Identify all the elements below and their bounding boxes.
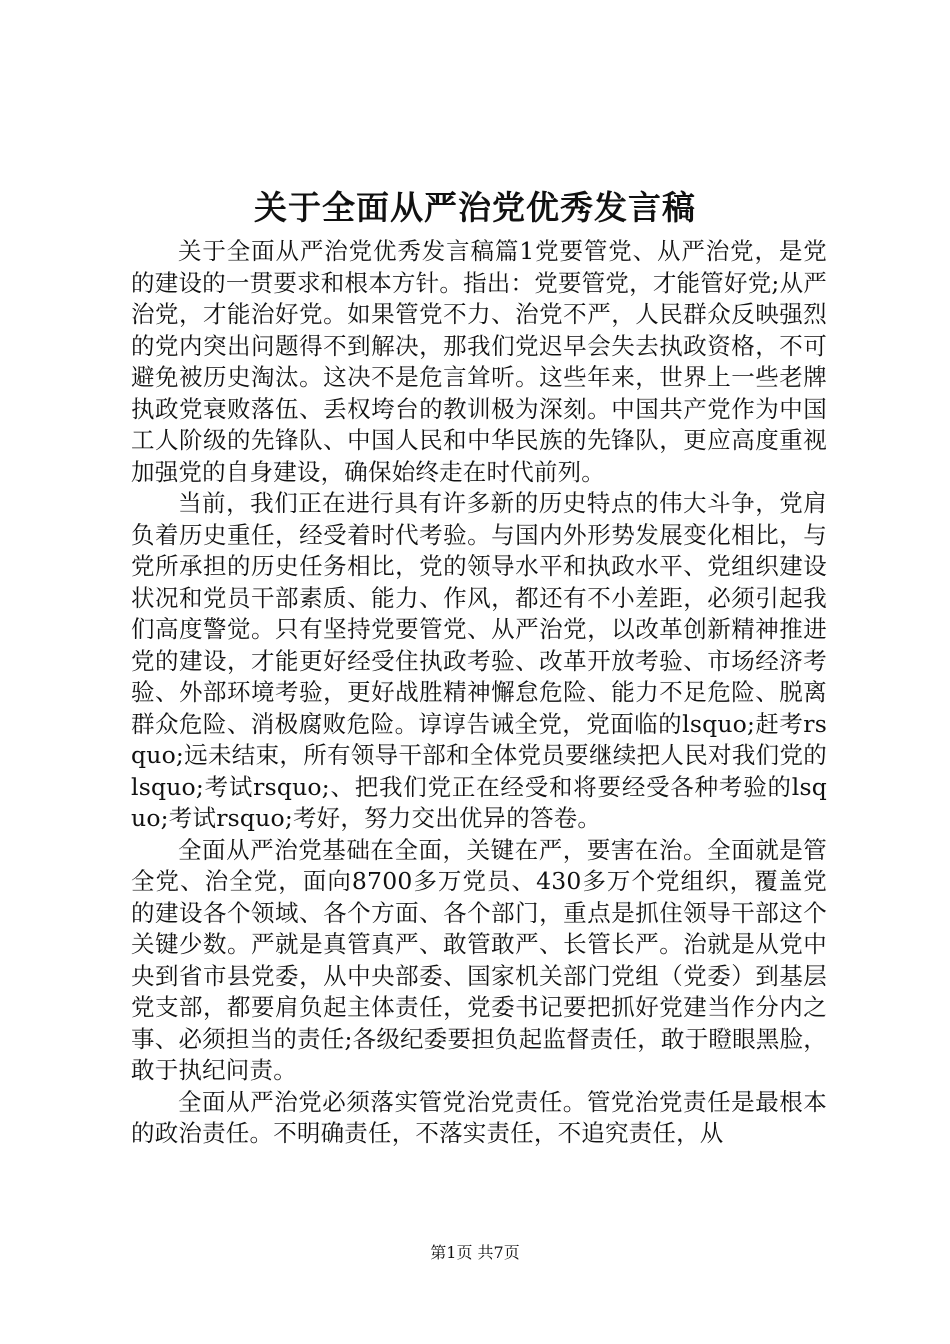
- paragraph-2: 当前，我们正在进行具有许多新的历史特点的伟大斗争，党肩负着历史重任，经受着时代考验。与国内外形势发展变化相比，与党所承担的历史任务相比，党的领导水平和执政水平、党组织建设状况和党员干部素质、能力、作风，都还有不小差距，必须引起我们高度警觉。只有坚持党要管党、从严治党，以改革创新精神推进党的建设，才能更好经受住执政考验、改革开放考验、市场经济考验、外部环境考验，更好战胜精神懈怠危险、能力不足危险、脱离群众危险、消极腐败危险。谆谆告诫全党，党面临的lsquo;赶考rsquo;远未结束，所有领导干部和全体党员要继续把人民对我们党的lsquo;考试rsquo;、把我们党正在经受和将要经受各种考验的lsquo;考试rsquo;考好，努力交出优异的答卷。: [131, 489, 827, 832]
- paragraph-1: 关于全面从严治党优秀发言稿篇1党要管党、从严治党，是党的建设的一贯要求和根本方针。指出：党要管党，才能管好党;从严治党，才能治好党。如果管党不力、治党不严，人民群众反映强烈的党内突出问题得不到解决，那我们党迟早会失去执政资格，不可避免被历史淘汰。这决不是危言耸听。这些年来，世界上一些老牌执政党衰败落伍、丢权垮台的教训极为深刻。中国共产党作为中国工人阶级的先锋队、中国人民和中华民族的先锋队，更应高度重视加强党的自身建设，确保始终走在时代前列。: [131, 237, 827, 486]
- paragraph-4: 全面从严治党必须落实管党治党责任。管党治党责任是最根本的政治责任。不明确责任，不落实责任，不追究责任，从: [131, 1087, 827, 1147]
- document-title: 关于全面从严治党优秀发言稿: [254, 188, 696, 227]
- document-body: [131, 236, 827, 1150]
- paragraph-3: 全面从严治党基础在全面，关键在严，要害在治。全面就是管全党、治全党，面向8700多万党员、430多万个党组织，覆盖党的建设各个领域、各个方面、各个部门，重点是抓住领导干部这个关键少数。严就是真管真严、敢管敢严、长管长严。治就是从党中央到省市县党委，从中央部委、国家机关部门党组（党委）到基层党支部，都要肩负起主体责任，党委书记要把抓好党建当作分内之事、必须担当的责任;各级纪委要担负起监督责任，敢于瞪眼黑脸，敢于执纪问责。: [131, 835, 827, 1084]
- page-number-footer: 第1页 共7页: [430, 1243, 520, 1262]
